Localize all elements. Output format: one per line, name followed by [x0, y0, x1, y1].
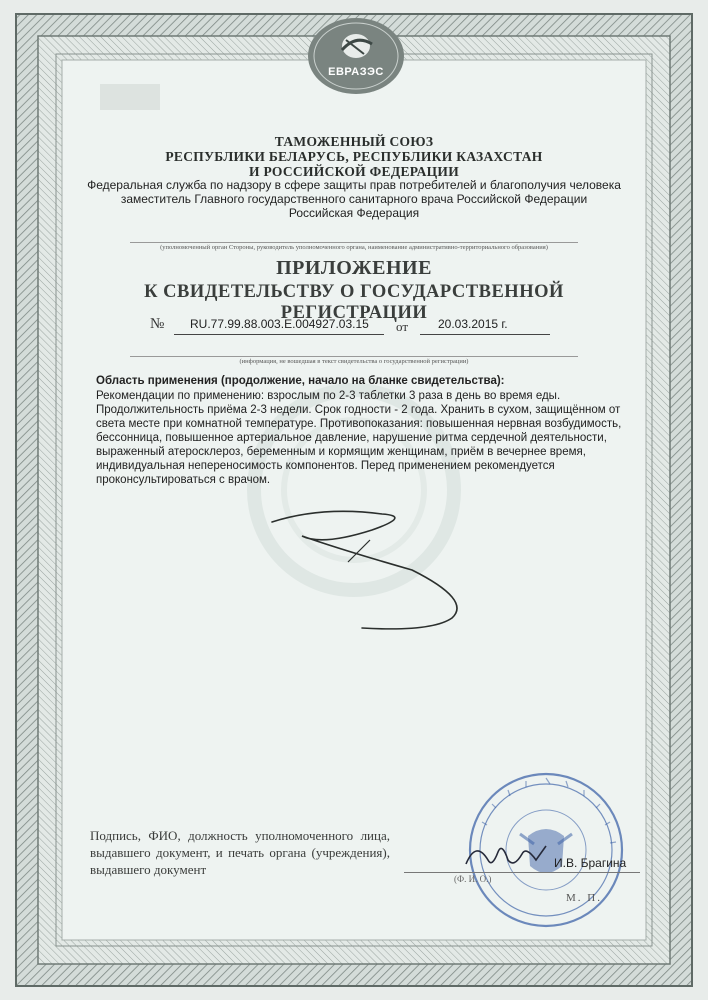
content-line: индивидуальная непереносимость компонентов. Перед применением рекомендуется [96, 460, 555, 472]
security-strip [100, 84, 160, 110]
signature-underline [404, 872, 640, 873]
content-line: Продолжительность приёма 2-3 недели. Срок годности - 2 года. Хранить в сухом, защищённом от [96, 404, 621, 416]
name-caption: (Ф. И. О.) [454, 874, 492, 884]
union-line-1: ТАМОЖЕННЫЙ СОЮЗ [274, 134, 434, 149]
eurasec-globe-icon [306, 16, 406, 96]
signer-name: И.В. Брагина [554, 856, 627, 870]
signature-caption: Подпись, ФИО, должность уполномоченного лица, выдавшего документ, и печать органа (учреждения), выдавшего документ [90, 828, 390, 877]
info-underline [130, 356, 578, 357]
content-line: выраженный атеросклероз, беременным и кормящим женщинам, приём в вечернее время, [96, 446, 586, 458]
union-line-3: И РОССИЙСКОЙ ФЕДЕРАЦИИ [248, 164, 460, 179]
registration-date: 20.03.2015 г. [438, 317, 508, 331]
org-underline [130, 242, 578, 243]
handwritten-signature [462, 834, 552, 874]
org-line-3: Российская Федерация [288, 206, 420, 220]
cancellation-z-mark [262, 500, 482, 640]
info-caption: (информация, не вошедшая в текст свидетельства о государственной регистрации) [239, 358, 469, 365]
content-line: бессонница, повышенное артериальное давление, нарушение ритма сердечной деятельности, [96, 432, 607, 444]
stamp-place-label: М. П. [566, 892, 602, 904]
content-body [96, 389, 636, 487]
union-line-2: РЕСПУБЛИКИ БЕЛАРУСЬ, РЕСПУБЛИКИ КАЗАХСТАН [165, 149, 543, 164]
title-line-2: К СВИДЕТЕЛЬСТВУ О ГОСУДАРСТВЕННОЙ РЕГИСТРАЦИИ [144, 282, 564, 323]
date-label: от [396, 319, 409, 334]
number-label: № [150, 316, 165, 332]
number-underline [174, 334, 384, 335]
emblem-name: ЕВРАЗЭС [328, 66, 384, 78]
content-line: проконсультироваться с врачом. [96, 474, 271, 486]
date-underline [420, 334, 550, 335]
content-line: света месте при комнатной температуре. Противопоказания: повышенная нервная возбудимость, [96, 418, 622, 430]
org-line-1: Федеральная служба по надзору в сфере защиты прав потребителей и благополучия человека [87, 178, 621, 192]
title-line-1: ПРИЛОЖЕНИЕ [276, 257, 432, 279]
registration-number: RU.77.99.88.003.E.004927.03.15 [190, 317, 369, 331]
org-caption: (уполномоченный орган Стороны, руководитель уполномоченного органа, наименование административно-территориального образования) [160, 244, 548, 251]
content-line: Рекомендации по применению: взрослым по 2-3 таблетки 3 раза в день во время еды. [96, 390, 561, 402]
org-line-2: заместитель Главного государственного санитарного врача Российской Федерации [120, 192, 588, 206]
content-heading: Область применения (продолжение, начало на бланке свидетельства): [96, 375, 505, 387]
